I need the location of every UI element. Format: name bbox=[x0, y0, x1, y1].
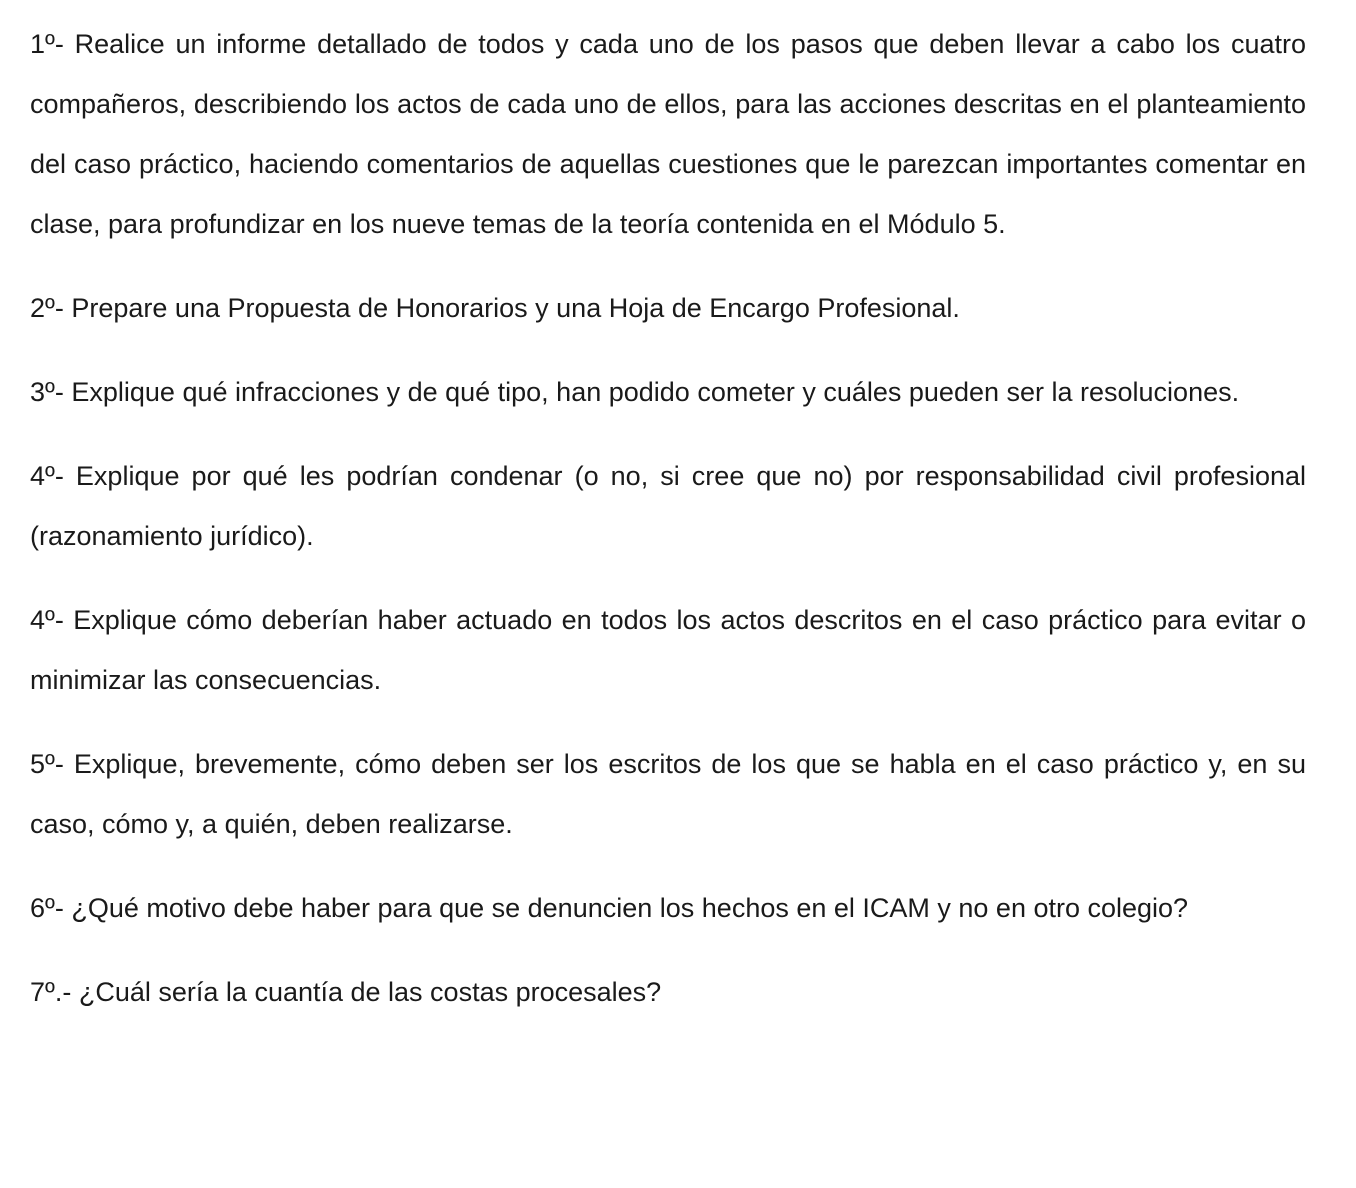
document-body bbox=[30, 14, 1306, 1046]
question-4-how-to-act: 4º- Explique cómo deberían haber actuado en todos los actos descritos en el caso práctico para evitar o minimizar las consecuencias. bbox=[30, 605, 1306, 695]
question-4-civil-liability: 4º- Explique por qué les podrían condenar (o no, si cree que no) por responsabilidad civil profesional (razonamiento jurídico). bbox=[30, 461, 1306, 551]
question-2: 2º- Prepare una Propuesta de Honorarios y una Hoja de Encargo Profesional. bbox=[30, 293, 960, 323]
question-6: 6º- ¿Qué motivo debe haber para que se denuncien los hechos en el ICAM y no en otro colegio? bbox=[30, 893, 1189, 923]
question-7: 7º.- ¿Cuál sería la cuantía de las costas procesales? bbox=[30, 977, 662, 1007]
question-3: 3º- Explique qué infracciones y de qué tipo, han podido cometer y cuáles pueden ser la resoluciones. bbox=[30, 377, 1240, 407]
question-5: 5º- Explique, brevemente, cómo deben ser los escritos de los que se habla en el caso práctico y, en su caso, cómo y, a quién, deben realizarse. bbox=[30, 749, 1306, 839]
question-1: 1º- Realice un informe detallado de todos y cada uno de los pasos que deben llevar a cabo los cuatro compañeros, describiendo los actos de cada uno de ellos, para las acciones descritas en el planteamiento del caso práctico, haciendo comentarios de aquellas cuestiones que le parezcan importantes comentar en clase, para profundizar en los nueve temas de la teoría contenida en el Módulo 5. bbox=[30, 29, 1306, 239]
